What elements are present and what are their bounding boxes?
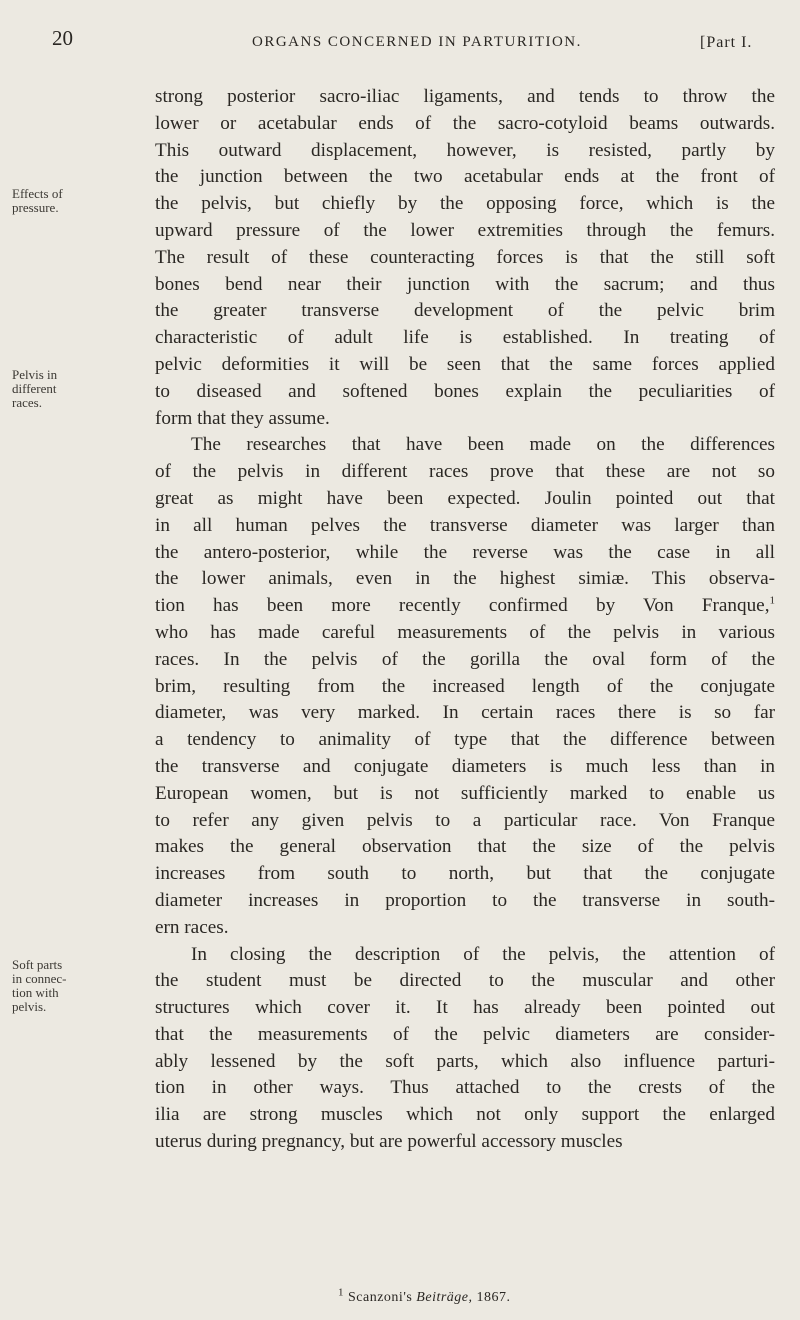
text-line: strong posterior sacro-iliac ligaments, and tends to throw the bbox=[155, 86, 775, 107]
text-line: makes the general observation that the size of the pelvis bbox=[155, 836, 775, 858]
footnote-ref: 1 bbox=[769, 594, 775, 607]
running-head bbox=[52, 26, 780, 66]
text-line: the student must be directed to the muscular and other bbox=[155, 970, 775, 992]
text-line: European women, but is not sufficiently marked to enable us bbox=[155, 782, 775, 804]
text-line: the pelvis, but chiefly by the opposing force, which is the bbox=[155, 193, 775, 215]
text-line: uterus during pregnancy, but are powerful accessory muscles bbox=[155, 1131, 623, 1153]
footnote-italic-title: Beiträge, bbox=[416, 1290, 473, 1305]
text-line: increases from south to north, but that the conjugate bbox=[155, 863, 775, 885]
text-line: a tendency to animality of type that the difference between bbox=[155, 729, 775, 751]
text-line: of the pelvis in different races prove that these are not so bbox=[155, 461, 775, 483]
text-line: to diseased and softened bones explain the peculiarities of bbox=[155, 380, 775, 402]
text-line-content: tion has been more recently confirmed by Von Franque, bbox=[155, 595, 770, 617]
body-text bbox=[155, 84, 775, 1156]
page-number: 20 bbox=[52, 26, 73, 50]
footnote-year: 1867. bbox=[476, 1290, 511, 1305]
text-line: tion in other ways. Thus attached to the crests of the bbox=[155, 1077, 775, 1099]
text-line: to refer any given pelvis to a particular race. Von Franque bbox=[155, 809, 775, 831]
running-title: ORGANS CONCERNED IN PARTURITION. bbox=[252, 34, 582, 50]
text-line: upward pressure of the lower extremities through the femurs. bbox=[155, 219, 775, 241]
text-line: The researches that have been made on the differences bbox=[191, 434, 775, 456]
text-line: characteristic of adult life is established. In treating of bbox=[155, 327, 775, 349]
text-line: ilia are strong muscles which not only support the enlarged bbox=[155, 1104, 775, 1126]
text-line: the greater transverse development of the pelvic brim bbox=[155, 300, 775, 322]
text-line: In closing the description of the pelvis, the attention of bbox=[191, 943, 775, 965]
text-line: in all human pelves the transverse diameter was larger than bbox=[155, 514, 775, 536]
text-line: races. In the pelvis of the gorilla the oval form of the bbox=[155, 648, 775, 670]
footnote bbox=[338, 1286, 511, 1306]
text-line: the junction between the two acetabular ends at the front of bbox=[155, 166, 775, 188]
text-line-with-footnote-ref bbox=[155, 593, 775, 620]
text-line: that the measurements of the pelvic diameters are consider- bbox=[155, 1023, 775, 1045]
footnote-marker: 1 bbox=[338, 1286, 344, 1299]
text-line: brim, resulting from the increased length of the conjugate bbox=[155, 675, 775, 697]
part-label: [Part I. bbox=[700, 34, 753, 51]
text-line: diameter, was very marked. In certain races there is so far bbox=[155, 702, 775, 724]
margin-note-effects-of-pressure: Effects of pressure. bbox=[12, 186, 63, 215]
text-line: pelvic deformities it will be seen that the same forces applied bbox=[155, 353, 775, 375]
text-line: This outward displacement, however, is resisted, partly by bbox=[155, 139, 775, 161]
text-line: great as might have been expected. Joulin pointed out that bbox=[155, 487, 775, 509]
text-line: ably lessened by the soft parts, which also influence parturi- bbox=[155, 1050, 775, 1072]
text-line: who has made careful measurements of the pelvis in various bbox=[155, 621, 775, 643]
text-line: lower or acetabular ends of the sacro-cotyloid beams outwards. bbox=[155, 112, 775, 134]
text-line: the lower animals, even in the highest simiæ. This observa- bbox=[155, 568, 775, 590]
text-line: the transverse and conjugate diameters is much less than in bbox=[155, 755, 775, 777]
margin-note-pelvis-in-different-races: Pelvis in different races. bbox=[12, 367, 58, 410]
text-line: form that they assume. bbox=[155, 407, 330, 429]
text-line: diameter increases in proportion to the transverse in south- bbox=[155, 889, 775, 911]
text-line: the antero-posterior, while the reverse was the case in all bbox=[155, 541, 775, 563]
footnote-text: Scanzoni's bbox=[348, 1290, 413, 1305]
text-line: structures which cover it. It has already been pointed out bbox=[155, 997, 775, 1019]
margin-note-soft-parts-pelvis: Soft parts in connec- tion with pelvis. bbox=[12, 957, 67, 1014]
text-line: bones bend near their junction with the sacrum; and thus bbox=[155, 273, 775, 295]
text-line: ern races. bbox=[155, 916, 229, 938]
text-line: The result of these counteracting forces is that the still soft bbox=[155, 246, 775, 268]
